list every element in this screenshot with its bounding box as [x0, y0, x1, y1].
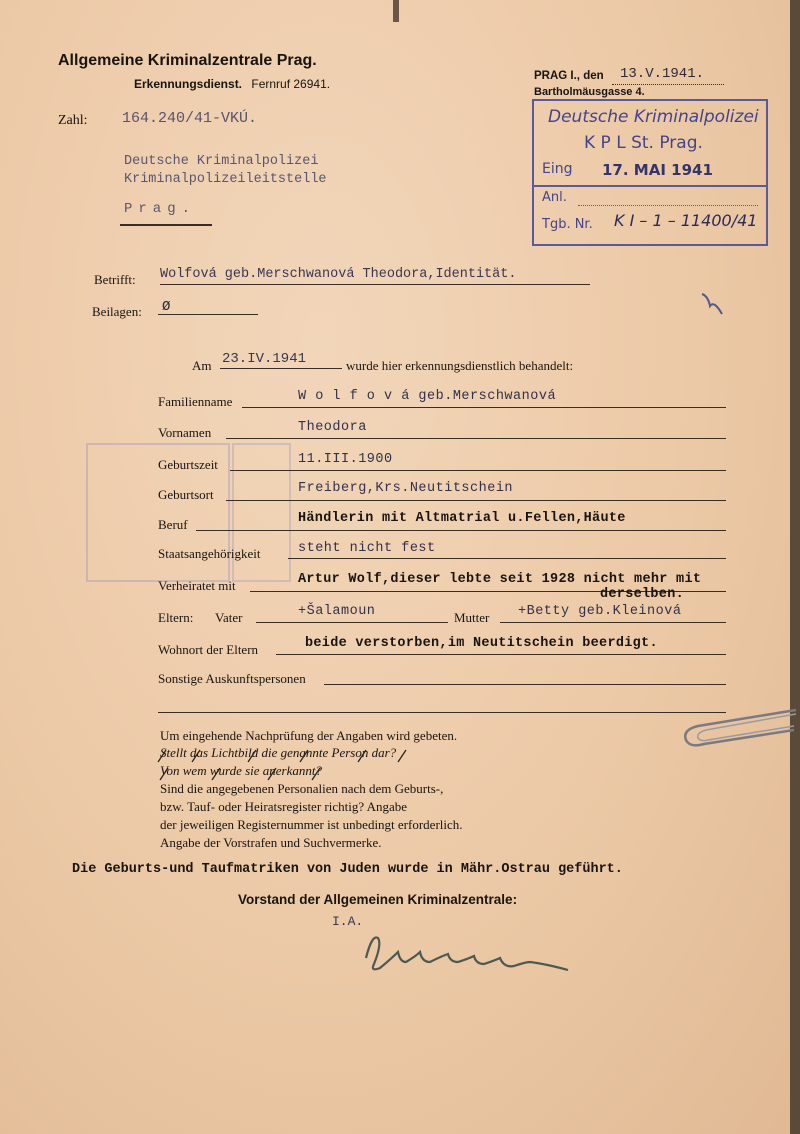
paper-clip: [676, 700, 800, 752]
extra-line: [158, 712, 726, 713]
request-line2: Stellt das Lichtbild die genannte Person dar?: [160, 745, 397, 760]
treated-text: wurde hier erkennungsdienstlich behandelt:: [346, 358, 574, 373]
jewish-registry-note: Die Geburts-und Taufmatriken von Juden wurde in Mähr.Ostrau geführt.: [72, 862, 623, 877]
betrifft-label: Betrifft:: [94, 272, 136, 287]
stamp-divider: [534, 185, 766, 187]
staat-line: [288, 558, 726, 559]
stamp-line1: Deutsche Kriminalpolizei: [548, 107, 759, 127]
dept-name: Erkennungsdienst.: [134, 77, 243, 91]
letter-date: 13.V.1941.: [620, 66, 705, 82]
stamp-tgb-value: K I – 1 – 11400/41: [614, 211, 758, 230]
mutter-line: [500, 622, 726, 623]
stamp-anl-label: Anl.: [542, 190, 567, 205]
vater-label: Vater: [215, 610, 243, 625]
addressee-city: Prag.: [124, 201, 197, 217]
request-line7: Angabe der Vorstrafen und Suchvermerke.: [160, 835, 382, 850]
beilagen-label: Beilagen:: [92, 304, 142, 319]
beruf-line: [196, 530, 726, 531]
street-address: Bartholmäusgasse 4.: [534, 86, 645, 98]
vorstand-title: Vorstand der Allgemeinen Kriminalzentrale:: [238, 892, 518, 907]
mutter-label: Mutter: [454, 610, 490, 625]
mutter-value: +Betty geb.Kleinová: [518, 604, 682, 619]
page-edge: [790, 0, 800, 1134]
eltern-label: Eltern:: [158, 610, 194, 625]
request-line6: der jeweiligen Registernummer ist unbedingt erforderlich.: [160, 817, 463, 832]
beruf-label: Beruf: [158, 517, 188, 532]
beilagen-value: Ø: [162, 299, 171, 315]
receipt-stamp: [532, 99, 768, 246]
org-name: Allgemeine Kriminalzentrale Prag.: [58, 52, 317, 69]
geburtsort-line: [226, 500, 726, 501]
geburtszeit-label: Geburtszeit: [158, 457, 218, 472]
geburtszeit-value: 11.III.1900: [298, 452, 393, 467]
verheiratet-value: Artur Wolf,dieser lebte seit 1928 nicht mehr mit: [298, 572, 702, 587]
date-line: [612, 84, 724, 85]
familienname-line: [242, 407, 726, 408]
staat-value: steht nicht fest: [298, 541, 436, 556]
betrifft-underline: [160, 284, 590, 285]
staat-label: Staatsangehörigkeit: [158, 546, 261, 561]
betrifft-value: Wolfová geb.Merschwanová Theodora,Identität.: [160, 267, 517, 282]
wohnort-label: Wohnort der Eltern: [158, 642, 259, 657]
phone-number: Fernruf 26941.: [251, 77, 331, 91]
wohnort-value: beide verstorben,im Neutitschein beerdigt.: [305, 636, 658, 651]
stamp-tgb-label: Tgb. Nr.: [542, 217, 593, 232]
request-line1: Um eingehende Nachprüfung der Angaben wird gebeten.: [160, 728, 458, 743]
geburtsort-value: Freiberg,Krs.Neutitschein: [298, 481, 514, 496]
verheiratet-value-cont: derselben.: [600, 587, 685, 602]
wohnort-line: [276, 654, 726, 655]
familienname-value: W o l f o v á geb.Merschwanová: [298, 389, 557, 404]
place-label: PRAG I., den: [534, 70, 604, 82]
vornamen-value: Theodora: [298, 420, 367, 435]
beilagen-underline: [158, 314, 258, 315]
page-fold-mark: [393, 0, 399, 22]
vornamen-line: [226, 438, 726, 439]
geburtszeit-line: [230, 470, 726, 471]
dept-line: [134, 77, 330, 91]
ia-label: I.A.: [332, 914, 364, 929]
treatment-date: 23.IV.1941: [222, 351, 307, 367]
geburtsort-label: Geburtsort: [158, 487, 214, 502]
stamp-eing-date: 17. MAI 1941: [602, 161, 713, 179]
stamp-anl-line: [578, 205, 758, 206]
zahl-value: 164.240/41-VKÚ.: [122, 110, 258, 127]
check-mark: [698, 290, 728, 320]
request-line5: bzw. Tauf- oder Heiratsregister richtig? Angabe: [160, 799, 408, 814]
stamp-eing-label: Eing: [542, 161, 573, 177]
vater-line: [256, 622, 448, 623]
addressee-line1: Deutsche Kriminalpolizei: [124, 154, 319, 169]
sonstige-line: [324, 684, 726, 685]
addressee-line2: Kriminalpolizeileitstelle: [124, 172, 327, 187]
strikethrough-marks: [152, 748, 452, 782]
vornamen-label: Vornamen: [158, 425, 212, 440]
stamp-line2: K P L St. Prag.: [584, 133, 703, 153]
sonstige-label: Sonstige Auskunftspersonen: [158, 671, 306, 686]
verheiratet-label: Verheiratet mit: [158, 578, 236, 593]
zahl-label: Zahl:: [58, 113, 88, 128]
request-line4: Sind die angegebenen Personalien nach dem Geburts-,: [160, 781, 444, 796]
treatment-date-line: [220, 368, 342, 369]
familienname-label: Familienname: [158, 394, 233, 409]
beruf-value: Händlerin mit Altmatrial u.Fellen,Häute: [298, 511, 626, 526]
vater-value: +Šalamoun: [298, 604, 376, 619]
city-underline: [120, 224, 212, 226]
request-line3: Von wem wurde sie anerkannt?: [160, 763, 322, 778]
handwritten-signature: [358, 928, 578, 982]
am-label: Am: [192, 358, 212, 373]
